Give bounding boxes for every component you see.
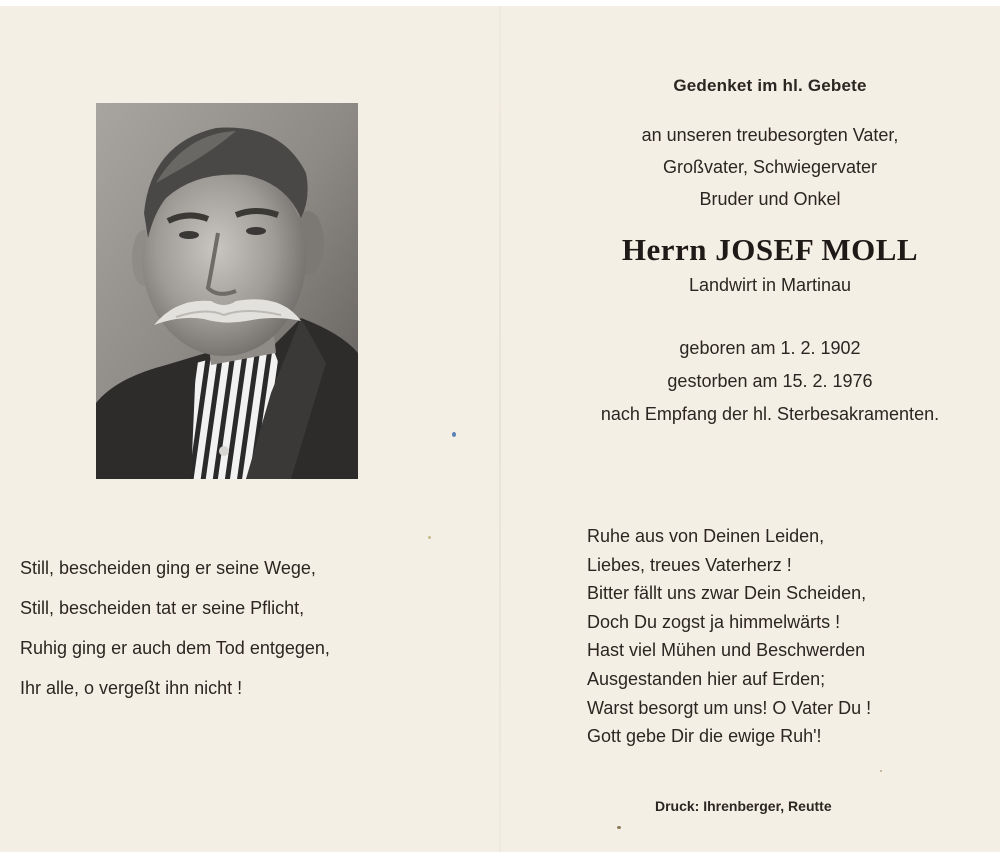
- poem-line: Ihr alle, o vergeßt ihn nicht !: [20, 678, 243, 698]
- poem-line: Bitter fällt uns zwar Dein Scheiden,: [587, 583, 867, 604]
- paper-speck: [428, 536, 431, 539]
- poem-line: Still, bescheiden tat er seine Pflicht,: [20, 598, 305, 618]
- poem-line: Ausgestanden hier auf Erden;: [587, 668, 826, 689]
- poem-line: Liebes, treues Vaterherz !: [587, 554, 792, 575]
- poem-line: Still, bescheiden ging er seine Wege,: [20, 558, 316, 578]
- dedication: [540, 119, 1000, 215]
- paper-speck: [452, 432, 456, 437]
- heading: Gedenket im hl. Gebete: [673, 76, 867, 95]
- dedication-line: Bruder und Onkel: [699, 189, 841, 209]
- portrait-photo: [96, 103, 358, 479]
- sacraments-note: nach Empfang der hl. Sterbesakramenten.: [600, 404, 940, 424]
- life-dates: [540, 332, 1000, 431]
- poem-line: Warst besorgt um uns! O Vater Du !: [587, 697, 872, 718]
- poem-line: Gott gebe Dir die ewige Ruh'!: [587, 726, 822, 747]
- left-poem: [20, 548, 330, 708]
- birth-date: geboren am 1. 2. 1902: [679, 338, 861, 358]
- poem-line: Hast viel Mühen und Beschwerden: [587, 640, 866, 661]
- deceased-name: Herrn JOSEF MOLL: [621, 232, 919, 267]
- paper-speck: [880, 770, 882, 772]
- poem-line: Ruhe aus von Deinen Leiden,: [587, 526, 825, 546]
- right-poem: [587, 522, 871, 751]
- printer-credit: Druck: Ihrenberger, Reutte: [655, 798, 832, 814]
- dedication-line: an unseren treubesorgten Vater,: [641, 125, 899, 145]
- dedication-line: Großvater, Schwiegervater: [662, 157, 878, 177]
- portrait-illustration: [96, 103, 358, 479]
- death-date: gestorben am 15. 2. 1976: [667, 371, 873, 391]
- card-fold: [499, 0, 501, 860]
- poem-line: Doch Du zogst ja himmelwärts !: [587, 611, 841, 632]
- poem-line: Ruhig ging er auch dem Tod entgegen,: [20, 638, 330, 658]
- paper-speck: [617, 826, 621, 829]
- occupation: Landwirt in Martinau: [688, 275, 852, 295]
